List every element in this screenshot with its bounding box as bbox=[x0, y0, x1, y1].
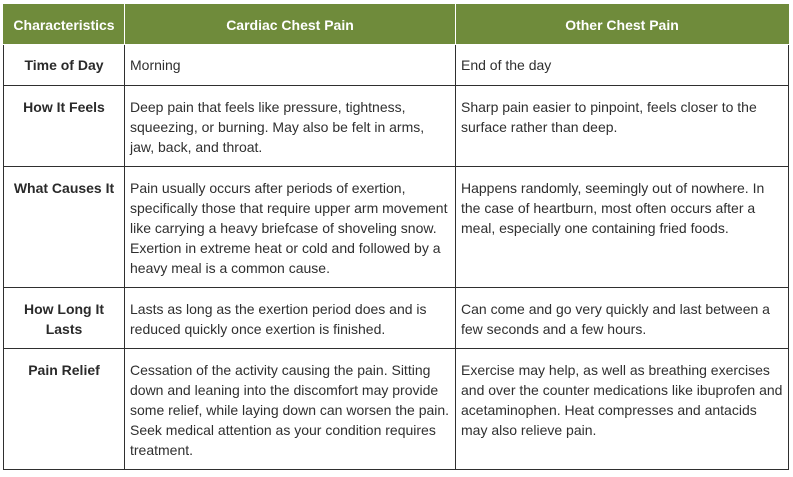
row-label-what-causes-it: What Causes It bbox=[4, 167, 125, 288]
other-cell: Exercise may help, as well as breathing exercises and over the counter medications like ibuprofen and acetaminophen. Heat compresses and antacids may also relieve pain. bbox=[456, 349, 789, 470]
table-row bbox=[4, 349, 789, 470]
header-row bbox=[4, 5, 789, 45]
row-label-time-of-day: Time of Day bbox=[4, 45, 125, 86]
cardiac-cell: Lasts as long as the exertion period does and is reduced quickly once exertion is finished. bbox=[125, 288, 456, 349]
other-cell: End of the day bbox=[456, 45, 789, 86]
cardiac-cell: Morning bbox=[125, 45, 456, 86]
cardiac-cell: Pain usually occurs after periods of exertion, specifically those that require upper arm movement like carrying a heavy briefcase of shoveling snow. Exertion in extreme heat or cold and followed by a heavy meal is a common cause. bbox=[125, 167, 456, 288]
chest-pain-comparison-table bbox=[3, 4, 789, 470]
comparison-table-container bbox=[3, 4, 788, 470]
table-row bbox=[4, 86, 789, 167]
other-cell: Sharp pain easier to pinpoint, feels closer to the surface rather than deep. bbox=[456, 86, 789, 167]
row-label-how-it-feels: How It Feels bbox=[4, 86, 125, 167]
header-cardiac-chest-pain: Cardiac Chest Pain bbox=[125, 5, 456, 45]
other-cell: Happens randomly, seemingly out of nowhere. In the case of heartburn, most often occurs after a meal, especially one containing fried foods. bbox=[456, 167, 789, 288]
header-other-chest-pain: Other Chest Pain bbox=[456, 5, 789, 45]
row-label-pain-relief: Pain Relief bbox=[4, 349, 125, 470]
table-body bbox=[4, 45, 789, 470]
table-row bbox=[4, 288, 789, 349]
table-header bbox=[4, 5, 789, 45]
row-label-how-long-it-lasts: How Long It Lasts bbox=[4, 288, 125, 349]
table-row bbox=[4, 45, 789, 86]
cardiac-cell: Cessation of the activity causing the pain. Sitting down and leaning into the discomfort may provide some relief, while laying down can worsen the pain. Seek medical attention as your condition requires treatment. bbox=[125, 349, 456, 470]
cardiac-cell: Deep pain that feels like pressure, tightness, squeezing, or burning. May also be felt in arms, jaw, back, and throat. bbox=[125, 86, 456, 167]
header-characteristics: Characteristics bbox=[4, 5, 125, 45]
table-row bbox=[4, 167, 789, 288]
other-cell: Can come and go very quickly and last between a few seconds and a few hours. bbox=[456, 288, 789, 349]
